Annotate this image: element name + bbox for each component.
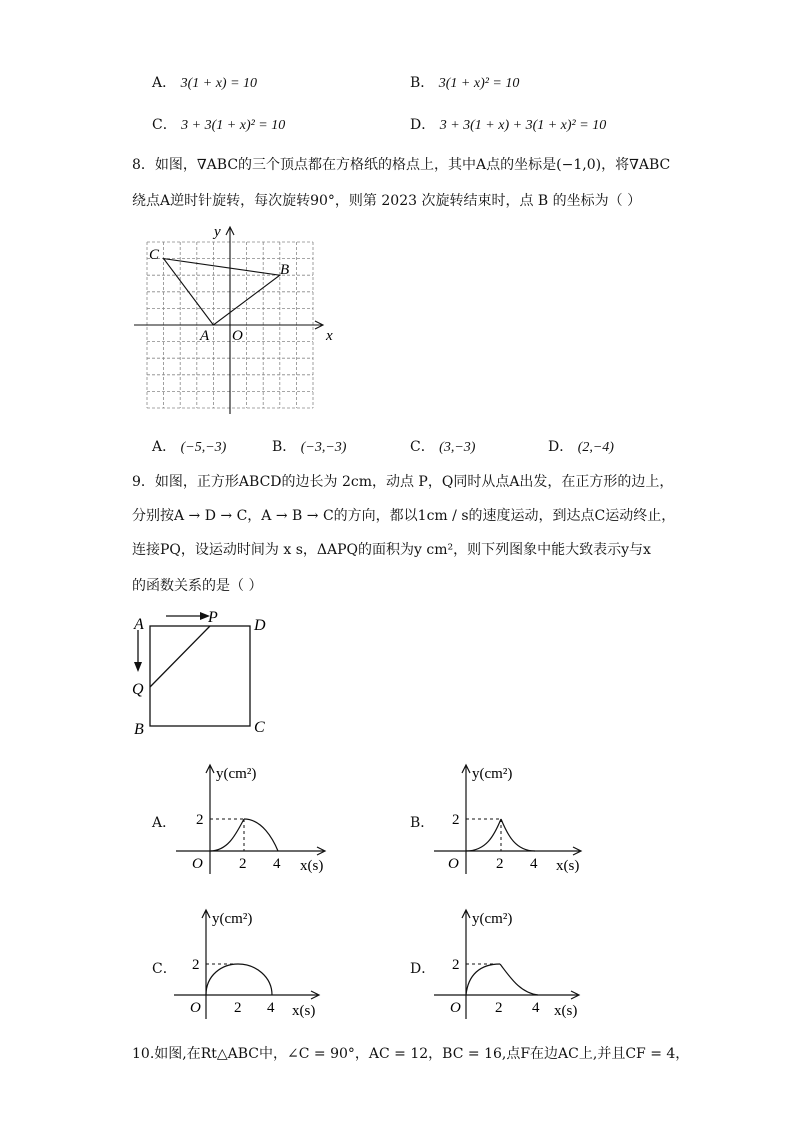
q7-option-b-label: B． [410,75,435,91]
q8-text-line1: 8．如图，∇ABC的三个顶点都在方格纸的格点上，其中A点的坐标是(−1,0)，将∇ABC [132,157,671,173]
q9-label-p: P [208,609,218,626]
q9-graph-a-origin: O [192,856,203,872]
q8-option-a-value: (−5,−3) [180,440,227,455]
q9-graph-b-ytick: 2 [452,812,460,828]
q7-option-a-expr: 3(1 + x) = 10 [180,76,258,91]
q9-graph-c [174,905,336,1025]
q8-text-line2: 绕点A逆时针旋转，每次旋转90°，则第 2023 次旋转结束时，点 B 的坐标为（ ） [132,193,642,209]
q9-graph-a [176,760,338,880]
q9-graph-a-xtick-2: 2 [239,856,247,872]
q9-segment-pq [150,626,210,687]
q9-label-c: C [254,719,265,736]
q7-option-c-expr: 3 + 3(1 + x)² = 10 [181,118,286,133]
q8-option-b-value: (−3,−3) [300,440,347,455]
q9-text-line3: 连接PQ，设运动时间为 x s，ΔAPQ的面积为y cm²，则下列图象中能大致表示y与x [132,542,651,558]
q9-graph-c-curve [206,964,272,995]
q7-option-a[interactable] [152,72,257,92]
q9-arrow-q-head-icon [134,662,142,672]
q9-graph-d-ylabel: y(cm²) [472,911,513,927]
q7-option-b[interactable] [410,72,519,92]
q9-graph-b-xtick-4: 4 [530,856,538,872]
q9-graph-d-xlabel: x(s) [554,1003,578,1019]
q8-option-c-label: C． [410,439,435,455]
q8-option-c[interactable] [410,436,475,456]
q7-option-d-expr: 3 + 3(1 + x) + 3(1 + x)² = 10 [439,118,607,133]
q9-graph-a-curve-fall [244,819,278,851]
q9-label-a: A [134,616,144,633]
q8-point-a-label: A [200,328,210,344]
q8-coordinate-figure [130,222,340,418]
q9-graph-d-curve-fall [500,964,538,995]
q9-square-abcd [150,626,250,726]
q8-option-d[interactable] [548,436,614,456]
q9-graph-b-ylabel: y(cm²) [472,766,513,782]
q9-graph-c-ylabel: y(cm²) [212,911,253,927]
q9-label-q: Q [132,681,144,698]
q7-option-c[interactable] [152,114,285,134]
q9-graph-d-curve-rise [466,964,500,995]
q8-option-c-value: (3,−3) [439,440,476,455]
q10-text-line1: 10.如图,在Rt△ABC中，∠C = 90°，AC = 12，BC = 16,点F在边AC上,并且CF = 4， [132,1046,690,1062]
q9-graph-c-origin: O [190,1000,201,1016]
q8-option-a[interactable] [152,436,226,456]
q9-graph-b [434,760,596,880]
q9-label-d: D [254,617,266,634]
q9-graph-d-xtick-4: 4 [532,1000,540,1016]
q9-graph-c-ytick: 2 [192,957,200,973]
q9-graph-a-option-label[interactable]: A． [152,815,177,831]
q9-graph-a-ylabel: y(cm²) [216,766,257,782]
q9-graph-b-xlabel: x(s) [556,858,580,874]
q8-option-b-label: B． [272,439,297,455]
q8-point-c-label: C [149,247,160,263]
q9-graph-b-curve-fall [501,819,535,851]
q7-option-d-label: D． [410,117,436,133]
q9-graph-d-option-label[interactable]: D． [410,961,436,977]
q9-graph-d [434,905,596,1025]
q9-graph-d-xtick-2: 2 [495,1000,503,1016]
q9-text-line2: 分别按A → D → C，A → B → C的方向，都以1cm / s的速度运动，到达点C运动终止， [132,508,676,524]
q9-graph-b-origin: O [448,856,459,872]
q9-graph-a-ytick: 2 [196,812,204,828]
q9-graph-c-xlabel: x(s) [292,1003,316,1019]
q9-text-line1: 9．如图，正方形ABCD的边长为 2cm，动点 P，Q同时从点A出发，在正方形的边上， [132,474,674,490]
q7-option-d[interactable] [410,114,606,134]
q8-option-d-label: D． [548,439,574,455]
q9-square-figure [128,604,278,740]
q8-option-b[interactable] [272,436,346,456]
q9-graph-a-xlabel: x(s) [300,858,324,874]
q7-option-a-label: A． [152,75,177,91]
q9-graph-c-option-label[interactable]: C． [152,961,177,977]
q9-graph-a-curve-rise [210,819,244,851]
q9-graph-b-curve-rise [466,819,501,851]
q9-graph-d-origin: O [450,1000,461,1016]
q8-y-label: y [214,224,221,240]
q9-graph-a-xtick-4: 4 [273,856,281,872]
q8-x-label: x [326,328,333,344]
q8-option-d-value: (2,−4) [577,440,614,455]
q8-point-b-label: B [280,262,290,278]
q9-graph-c-xtick-2: 2 [234,1000,242,1016]
q9-graph-b-xtick-2: 2 [496,856,504,872]
q7-option-b-expr: 3(1 + x)² = 10 [438,76,520,91]
q9-graph-b-option-label[interactable]: B． [410,815,435,831]
q9-label-b: B [134,721,144,738]
q7-option-c-label: C． [152,117,177,133]
q9-graph-d-ytick: 2 [452,957,460,973]
q9-text-line4: 的函数关系的是（ ） [132,578,263,594]
q9-graph-c-xtick-4: 4 [267,1000,275,1016]
q8-option-a-label: A． [152,439,177,455]
q8-origin-label: O [232,328,243,344]
